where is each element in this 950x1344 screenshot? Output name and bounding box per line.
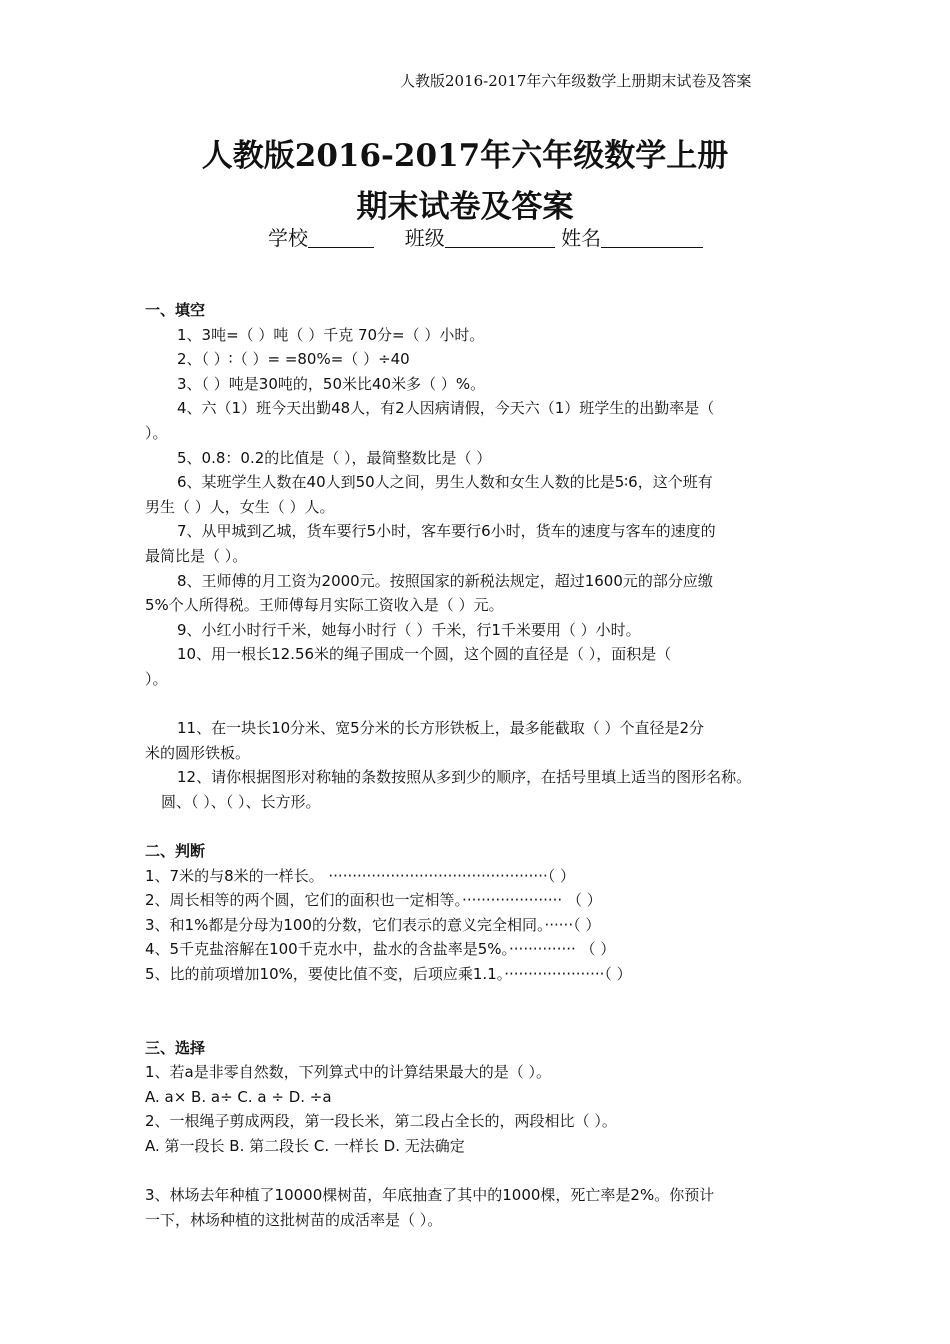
question-line: 5、0.8：0.2的比值是（ ），最简整数比是（ ）: [177, 448, 492, 467]
question-line: 2、（ ）∶（ ）= =80%=（ ）÷40: [177, 350, 410, 369]
question-line: 5、比的前项增加10%，要使比值不变，后项应乘1.1。·····················（ ）: [145, 965, 632, 984]
question-line: 3、林场去年种植了10000棵树苗，年底抽查了其中的1000棵，死亡率是2%。你预计: [145, 1186, 715, 1205]
question-line: 3、和1%都是分母为100的分数，它们表示的意义完全相同。······（ ）: [145, 915, 601, 934]
page-title-line-2: 期末试卷及答案: [356, 189, 574, 225]
choice-options: A. 第一段长 B. 第二段长 C. 一样长 D. 无法确定: [145, 1137, 465, 1155]
question-line: 米的圆形铁板。: [145, 743, 251, 762]
page-title-line-1: 人教版2016-2017年六年级数学上册: [201, 138, 729, 174]
question-line: 9、小红小时行千米，她每小时行（ ）千米，行1千米要用（ ）小时。: [177, 620, 641, 639]
question-line: 1、7米的与8米的一样长。 ··············································（ ）: [145, 866, 575, 885]
question-line: 1、若a是非零自然数，下列算式中的计算结果最大的是（ ）。: [145, 1063, 552, 1082]
question-line: 7、从甲城到乙城，货车要行5小时，客车要行6小时，货车的速度与客车的速度的: [177, 522, 716, 541]
question-line: 2、一根绳子剪成两段，第一段长米，第二段占全长的，两段相比（ ）。: [145, 1112, 617, 1131]
name-label: 姓名: [561, 226, 602, 250]
question-line: 5%个人所得税。王师傅每月实际工资收入是（ ）元。: [145, 596, 504, 615]
question-line: 10、用一根长12.56米的绳子围成一个圆，这个圆的直径是（ ），面积是（: [177, 645, 672, 664]
page-header: 人教版2016-2017年六年级数学上册期末试卷及答案: [400, 72, 752, 90]
question-line: 8、王师傅的月工资为2000元。按照国家的新税法规定，超过1600元的部分应缴: [177, 571, 713, 590]
question-line: 一下，林场种植的这批树苗的成活率是（ ）。: [145, 1210, 443, 1229]
question-line: 男生（ ）人，女生（ ）人。: [145, 497, 335, 516]
question-line: 4、六（1）班今天出勤48人，有2人因病请假，今天六（1）班学生的出勤率是（: [177, 399, 715, 418]
question-line: 2、周长相等的两个圆，它们的面积也一定相等。····················· （ ）: [145, 891, 602, 910]
school-label: 学校: [268, 226, 308, 250]
question-line: 11、在一块长10分米、宽5分米的长方形铁板上，最多能截取（ ）个直径是2分: [177, 719, 705, 738]
question-line: ）。: [145, 423, 168, 442]
question-line: ）。: [145, 669, 168, 688]
question-line: 6、某班学生人数在40人到50人之间，男生人数和女生人数的比是5∶6，这个班有: [177, 473, 713, 492]
student-info-row: [268, 222, 703, 251]
exam-body: [145, 298, 810, 1232]
section-heading-true-false: 二、判断: [145, 842, 206, 861]
choice-options: A. a× B. a÷ C. a ÷ D. ÷a: [145, 1087, 332, 1106]
school-blank[interactable]: [308, 227, 374, 248]
question-line: 1、3吨=（ ）吨（ ）千克 70分=（ ）小时。: [177, 325, 485, 344]
section-heading-fill-in: 一、填空: [145, 301, 206, 319]
class-blank[interactable]: [445, 227, 555, 248]
name-blank[interactable]: [601, 227, 703, 248]
section-heading-multiple-choice: 三、选择: [145, 1038, 206, 1057]
question-line: 最简比是（ ）。: [145, 546, 248, 565]
question-line: 4、5千克盐溶解在100千克水中，盐水的含盐率是5%。·············· （ ）: [145, 940, 616, 959]
question-line: 3、（ ）吨是30吨的，50米比40米多（ ）%。: [177, 374, 486, 393]
question-line: 12、请你根据图形对称轴的条数按照从多到少的顺序，在括号里填上适当的图形名称。: [177, 768, 752, 787]
question-line: 圆、（ ）、（ ）、长方形。: [161, 792, 321, 811]
class-label: 班级: [404, 226, 445, 250]
